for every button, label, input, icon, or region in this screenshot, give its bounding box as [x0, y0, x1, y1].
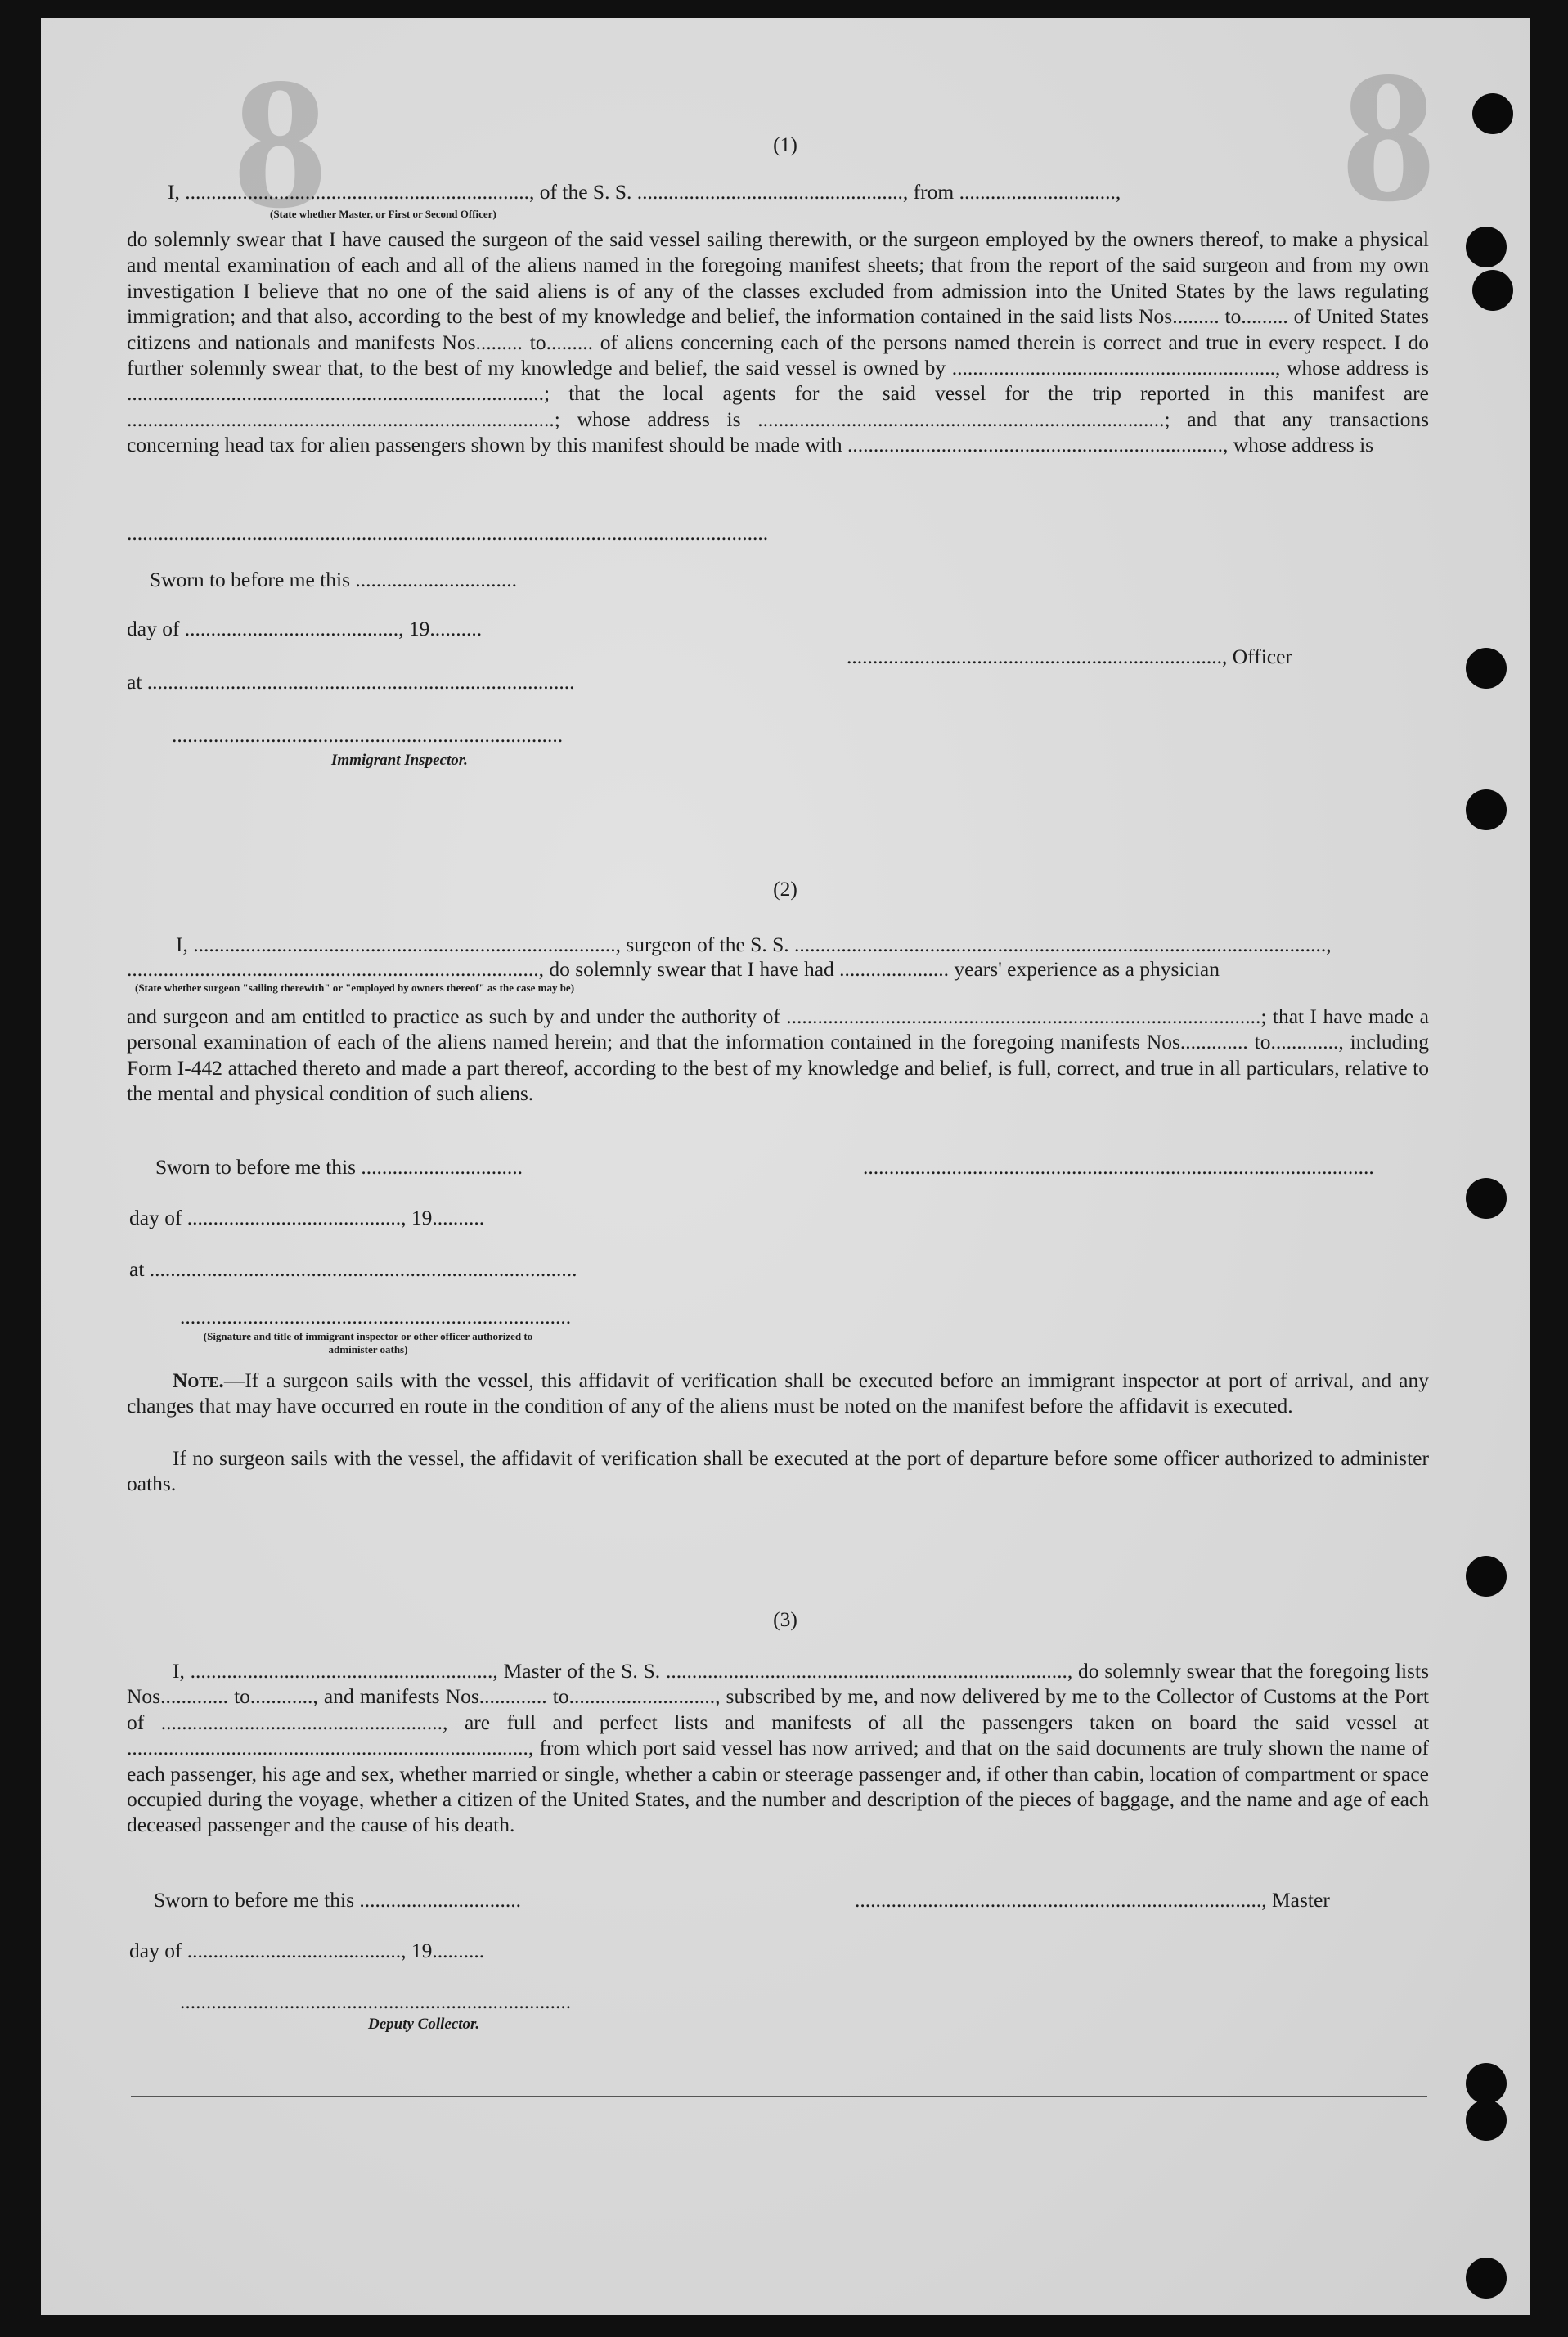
binder-hole-5 — [1466, 789, 1507, 830]
binder-hole-9 — [1466, 2100, 1507, 2141]
section-3-deputy-line: ........................................................................... — [180, 1989, 572, 2013]
section-1-officer-note: (State whether Master, or First or Second Officer) — [270, 208, 496, 220]
section-3-sworn: Sworn to before me this ............................... — [154, 1888, 522, 1912]
section-3-day: day of ........................................., 19.......... — [129, 1939, 485, 1962]
section-1-sworn: Sworn to before me this ............................... — [150, 568, 518, 591]
section-2-note-label: Note. — [173, 1368, 224, 1392]
section-3-number: (3) — [773, 1607, 797, 1631]
section-1-first-line: I, .................................................................., of the S. S. ..................................................., from .............................., — [168, 180, 1121, 204]
form-number-watermark-left: 8 — [233, 38, 327, 247]
section-2-note-text: —If a surgeon sails with the vessel, this affidavit of verification shall be executed before an immigrant inspector at port of arrival, and any changes that may have occurred en route in the condition of any of the aliens must be noted on the manifest before the affidavit is executed. — [127, 1368, 1429, 1418]
section-2-sworn: Sworn to before me this ............................... — [155, 1155, 523, 1179]
binder-hole-8 — [1466, 2063, 1507, 2104]
section-1-inspector-label: Immigrant Inspector. — [331, 752, 468, 769]
section-2-note — [127, 1368, 1429, 1419]
binder-hole-2 — [1466, 227, 1507, 267]
section-1-inspector-line: ........................................................................... — [172, 723, 564, 747]
section-1-blank-line: ........................................................................................................................... — [127, 521, 769, 545]
binder-hole-10 — [1466, 2258, 1507, 2299]
binder-hole-3 — [1472, 270, 1513, 311]
section-1-at: at .................................................................................. — [127, 670, 575, 694]
bottom-rule — [131, 2096, 1427, 2097]
section-2-inspector-line: ........................................................................... — [180, 1305, 572, 1328]
section-2-signature-note: (Signature and title of immigrant inspector or other officer authorized to administer oaths) — [203, 1330, 533, 1355]
section-2-second-line: ..............................................................................., do solemnly swear that I have had ..................... years' experience as a physician — [127, 957, 1220, 981]
section-2-number: (2) — [773, 877, 797, 901]
section-2-signature-line: .................................................................................................. — [863, 1155, 1374, 1179]
section-2-surgeon-note: (State whether surgeon "sailing therewith" or "employed by owners thereof" as the case may be) — [135, 982, 575, 994]
section-3-body: I, .........................................................., Master of the S. S. ............................................................................., do solemnly swear that the foregoing lists Nos............. to............, and manifests Nos............. to............................, subscribed by me, and now delivered by me to the Collector of Customs at the Port of ......................................................, are full and perfect lists and manifests of all the passengers taken on board the said vessel at ............................................................................., from which port said vessel has now arrived; and that on the said documents are truly shown the name of each passenger, his age and sex, whether married or single, whether a cabin or steerage passenger and, if other than cabin, location of compartment or space occupied during the voyage, whether a citizen of the United States, and the number and description of the pieces of baggage, and the name and age of each deceased passenger and the cause of his death. — [127, 1659, 1429, 1837]
section-2-note-2: If no surgeon sails with the vessel, the affidavit of verification shall be executed at the port of departure before some officer authorized to administer oaths. — [127, 1446, 1429, 1496]
section-2-first-line: I, ................................................................................., surgeon of the S. S. ......................................................................................................, — [176, 933, 1332, 956]
section-1-number: (1) — [773, 133, 797, 156]
binder-hole-6 — [1466, 1178, 1507, 1219]
binder-hole-1 — [1472, 93, 1513, 134]
binder-hole-4 — [1466, 648, 1507, 689]
binder-hole-7 — [1466, 1556, 1507, 1597]
section-3-deputy-label: Deputy Collector. — [368, 2016, 480, 2033]
section-1-body: do solemnly swear that I have caused the surgeon of the said vessel sailing therewith, or the surgeon employed by the owners thereof, to make a physical and mental examination of each and all of the aliens named in the foregoing manifest sheets; that from the report of the said surgeon and from my own investigation I believe that no one of the said aliens is of any of the classes excluded from admission into the United States by the laws regulating immigration; and that also, according to the best of my knowledge and belief, the information contained in the said lists Nos......... to......... of United States citizens and nationals and manifests Nos......... to......... of aliens concerning each of the persons named therein is correct and true in every respect. I do further solemnly swear that, to the best of my knowledge and belief, the said vessel is owned by .............................................................., whose address is ................................................................................; that the local agents for the said vessel for the trip reported in this manifest are ..................................................................................; whose address is ..............................................................................; and that any transactions concerning head tax for alien passengers shown by this manifest should be made with ........................................................................, whose address is — [127, 227, 1429, 457]
section-2-body: and surgeon and am entitled to practice as such by and under the authority of ...........................................................................................; that I have made a personal examination of each of the aliens named herein; and that the information contained in the foregoing manifests Nos............. to............., including Form I-442 attached thereto and made a part thereof, according to the best of my knowledge and belief, is full, correct, and true in all particulars, relative to the mental and physical condition of such aliens. — [127, 1004, 1429, 1106]
section-2-at: at .................................................................................. — [129, 1257, 577, 1281]
section-2-day: day of ........................................., 19.......... — [129, 1206, 485, 1229]
manifest-page — [41, 18, 1530, 2315]
form-number-watermark-right: 8 — [1341, 32, 1435, 240]
section-1-day: day of ........................................., 19.......... — [127, 617, 483, 640]
section-1-officer-line: ........................................................................, Officer — [847, 645, 1292, 668]
section-3-master-line: .............................................................................., Master — [855, 1888, 1330, 1912]
